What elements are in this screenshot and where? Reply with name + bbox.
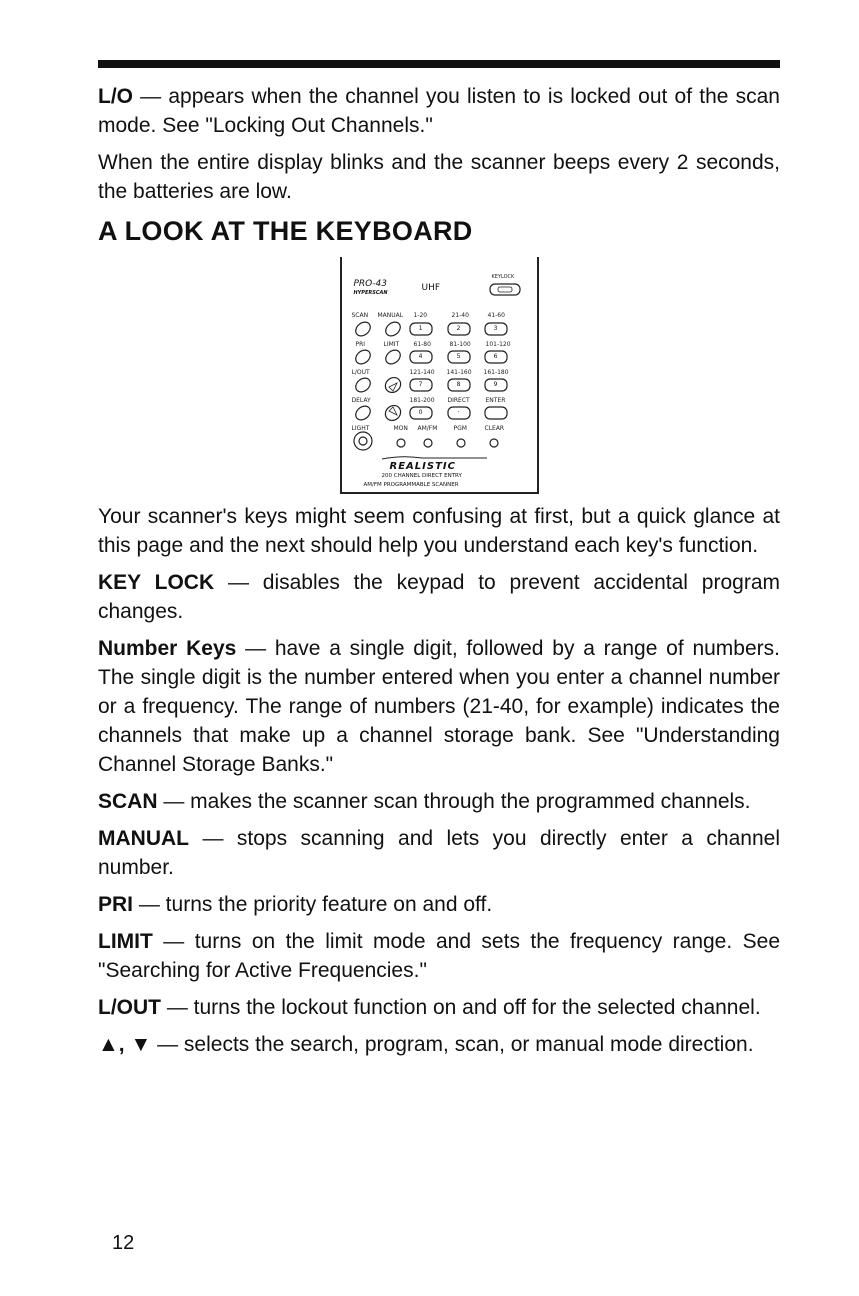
- keyboard-figure-wrap: [98, 257, 780, 494]
- keyboard-caption-line2: AM/FM PROGRAMMABLE SCANNER: [363, 482, 459, 488]
- paragraph-scan: [98, 787, 780, 816]
- key-digit-8: 8: [456, 381, 461, 388]
- paragraph-term: KEY LOCK: [98, 571, 215, 594]
- brand-logo: REALISTIC: [389, 461, 456, 472]
- key-label-pgm: PGM: [453, 425, 467, 432]
- paragraph-term: LIMIT: [98, 930, 153, 953]
- paragraph-term: MANUAL: [98, 827, 189, 850]
- key-digit-9: 9: [493, 381, 498, 388]
- paragraph-lout: [98, 993, 780, 1022]
- paragraph-term: PRI: [98, 893, 134, 916]
- key-label-light: LIGHT: [351, 425, 370, 432]
- paragraph-text: — have a single digit, followed by a range of numbers. The single digit is the number entered when you enter a channel number or a frequency. The range of numbers (21-40, for example) indicates the channels that make up a channel storage bank. See "Understanding Channel Storage Banks.": [98, 637, 780, 776]
- key-label-1-20: 1-20: [413, 312, 428, 319]
- key-label-scan: SCAN: [351, 312, 369, 319]
- band-label: UHF: [421, 283, 441, 293]
- battery-paragraph: When the entire display blinks and the scanner beeps every 2 seconds, the batteries are low.: [98, 151, 780, 203]
- key-digit-3: 3: [493, 325, 498, 332]
- lo-text: — appears when the channel you listen to is locked out of the scan mode. See "Locking Out Channels.": [98, 85, 780, 137]
- key-label-enter: ENTER: [485, 397, 506, 404]
- paragraph-text: — disables the keypad to prevent accidental program changes.: [98, 571, 780, 623]
- paragraph-term: ▲, ▼: [98, 1033, 152, 1056]
- paragraph-arrows: [98, 1030, 780, 1059]
- model-label: PRO-43: [353, 279, 387, 289]
- paragraph-intro: [98, 502, 780, 560]
- key-digit-6: 6: [493, 353, 498, 360]
- key-label-161-180: 161-180: [483, 369, 509, 376]
- paragraph-text: — turns on the limit mode and sets the frequency range. See "Searching for Active Frequencies.": [98, 930, 780, 982]
- paragraph-text: Your scanner's keys might seem confusing at first, but a quick glance at this page and the next should help you understand each key's function.: [98, 505, 780, 557]
- paragraph-manual: [98, 824, 780, 882]
- key-label-41-60: 41-60: [487, 312, 505, 319]
- keyboard-figure: [340, 257, 539, 494]
- paragraph-pri: [98, 890, 780, 919]
- model-sub-label: HYPERSCAN: [353, 290, 388, 296]
- lo-term: L/O: [98, 85, 133, 108]
- paragraph-term: SCAN: [98, 790, 158, 813]
- key-digit-2: 2: [456, 325, 461, 332]
- key-label-141-160: 141-160: [446, 369, 472, 376]
- lo-paragraph: [98, 82, 780, 140]
- key-label-delay: DELAY: [351, 397, 371, 404]
- key-digit-4: 4: [418, 353, 423, 360]
- key-digit-5: 5: [456, 353, 461, 360]
- paragraph-limit: [98, 927, 780, 985]
- paragraph-number-keys: [98, 634, 780, 779]
- key-label-direct: DIRECT: [447, 397, 470, 404]
- keylock-label: KEYLOCK: [491, 274, 515, 280]
- paragraph-text: — selects the search, program, scan, or manual mode direction.: [151, 1033, 754, 1056]
- key-label-mon: MON: [393, 425, 408, 432]
- page-number: 12: [112, 1232, 135, 1254]
- paragraph-text: — makes the scanner scan through the programmed channels.: [157, 790, 751, 813]
- key-label-61-80: 61-80: [413, 341, 431, 348]
- key-label-manual: MANUAL: [377, 312, 404, 319]
- key-label-lout: L/OUT: [351, 369, 370, 376]
- key-label-pri: PRI: [355, 341, 366, 348]
- key-digit-1: 1: [418, 325, 423, 332]
- paragraph-text: — stops scanning and lets you directly enter a channel number.: [98, 827, 780, 879]
- key-label-81-100: 81-100: [449, 341, 471, 348]
- key-label-amfm: AM/FM: [417, 425, 438, 432]
- key-digit-dot: ·: [457, 409, 460, 416]
- keyboard-caption-line1: 200 CHANNEL DIRECT ENTRY: [381, 473, 462, 479]
- keylock-key-shape: [490, 284, 520, 295]
- key-label-limit: LIMIT: [383, 341, 400, 348]
- paragraph-term: L/OUT: [98, 996, 161, 1019]
- paragraph-text: — turns the lockout function on and off for the selected channel.: [161, 996, 761, 1019]
- document-page: [98, 60, 780, 1067]
- key-label-181-200: 181-200: [409, 397, 435, 404]
- key-label-21-40: 21-40: [451, 312, 469, 319]
- top-rule: [98, 60, 780, 68]
- paragraph-text: — turns the priority feature on and off.: [133, 893, 493, 916]
- paragraph-term: Number Keys: [98, 637, 237, 660]
- key-label-121-140: 121-140: [409, 369, 435, 376]
- key-digit-7: 7: [418, 381, 423, 388]
- paragraph-key-lock: [98, 568, 780, 626]
- key-label-101-120: 101-120: [485, 341, 511, 348]
- key-digit-0: 0: [418, 409, 423, 416]
- key-label-clear: CLEAR: [484, 425, 505, 432]
- section-heading: A LOOK AT THE KEYBOARD: [98, 216, 473, 246]
